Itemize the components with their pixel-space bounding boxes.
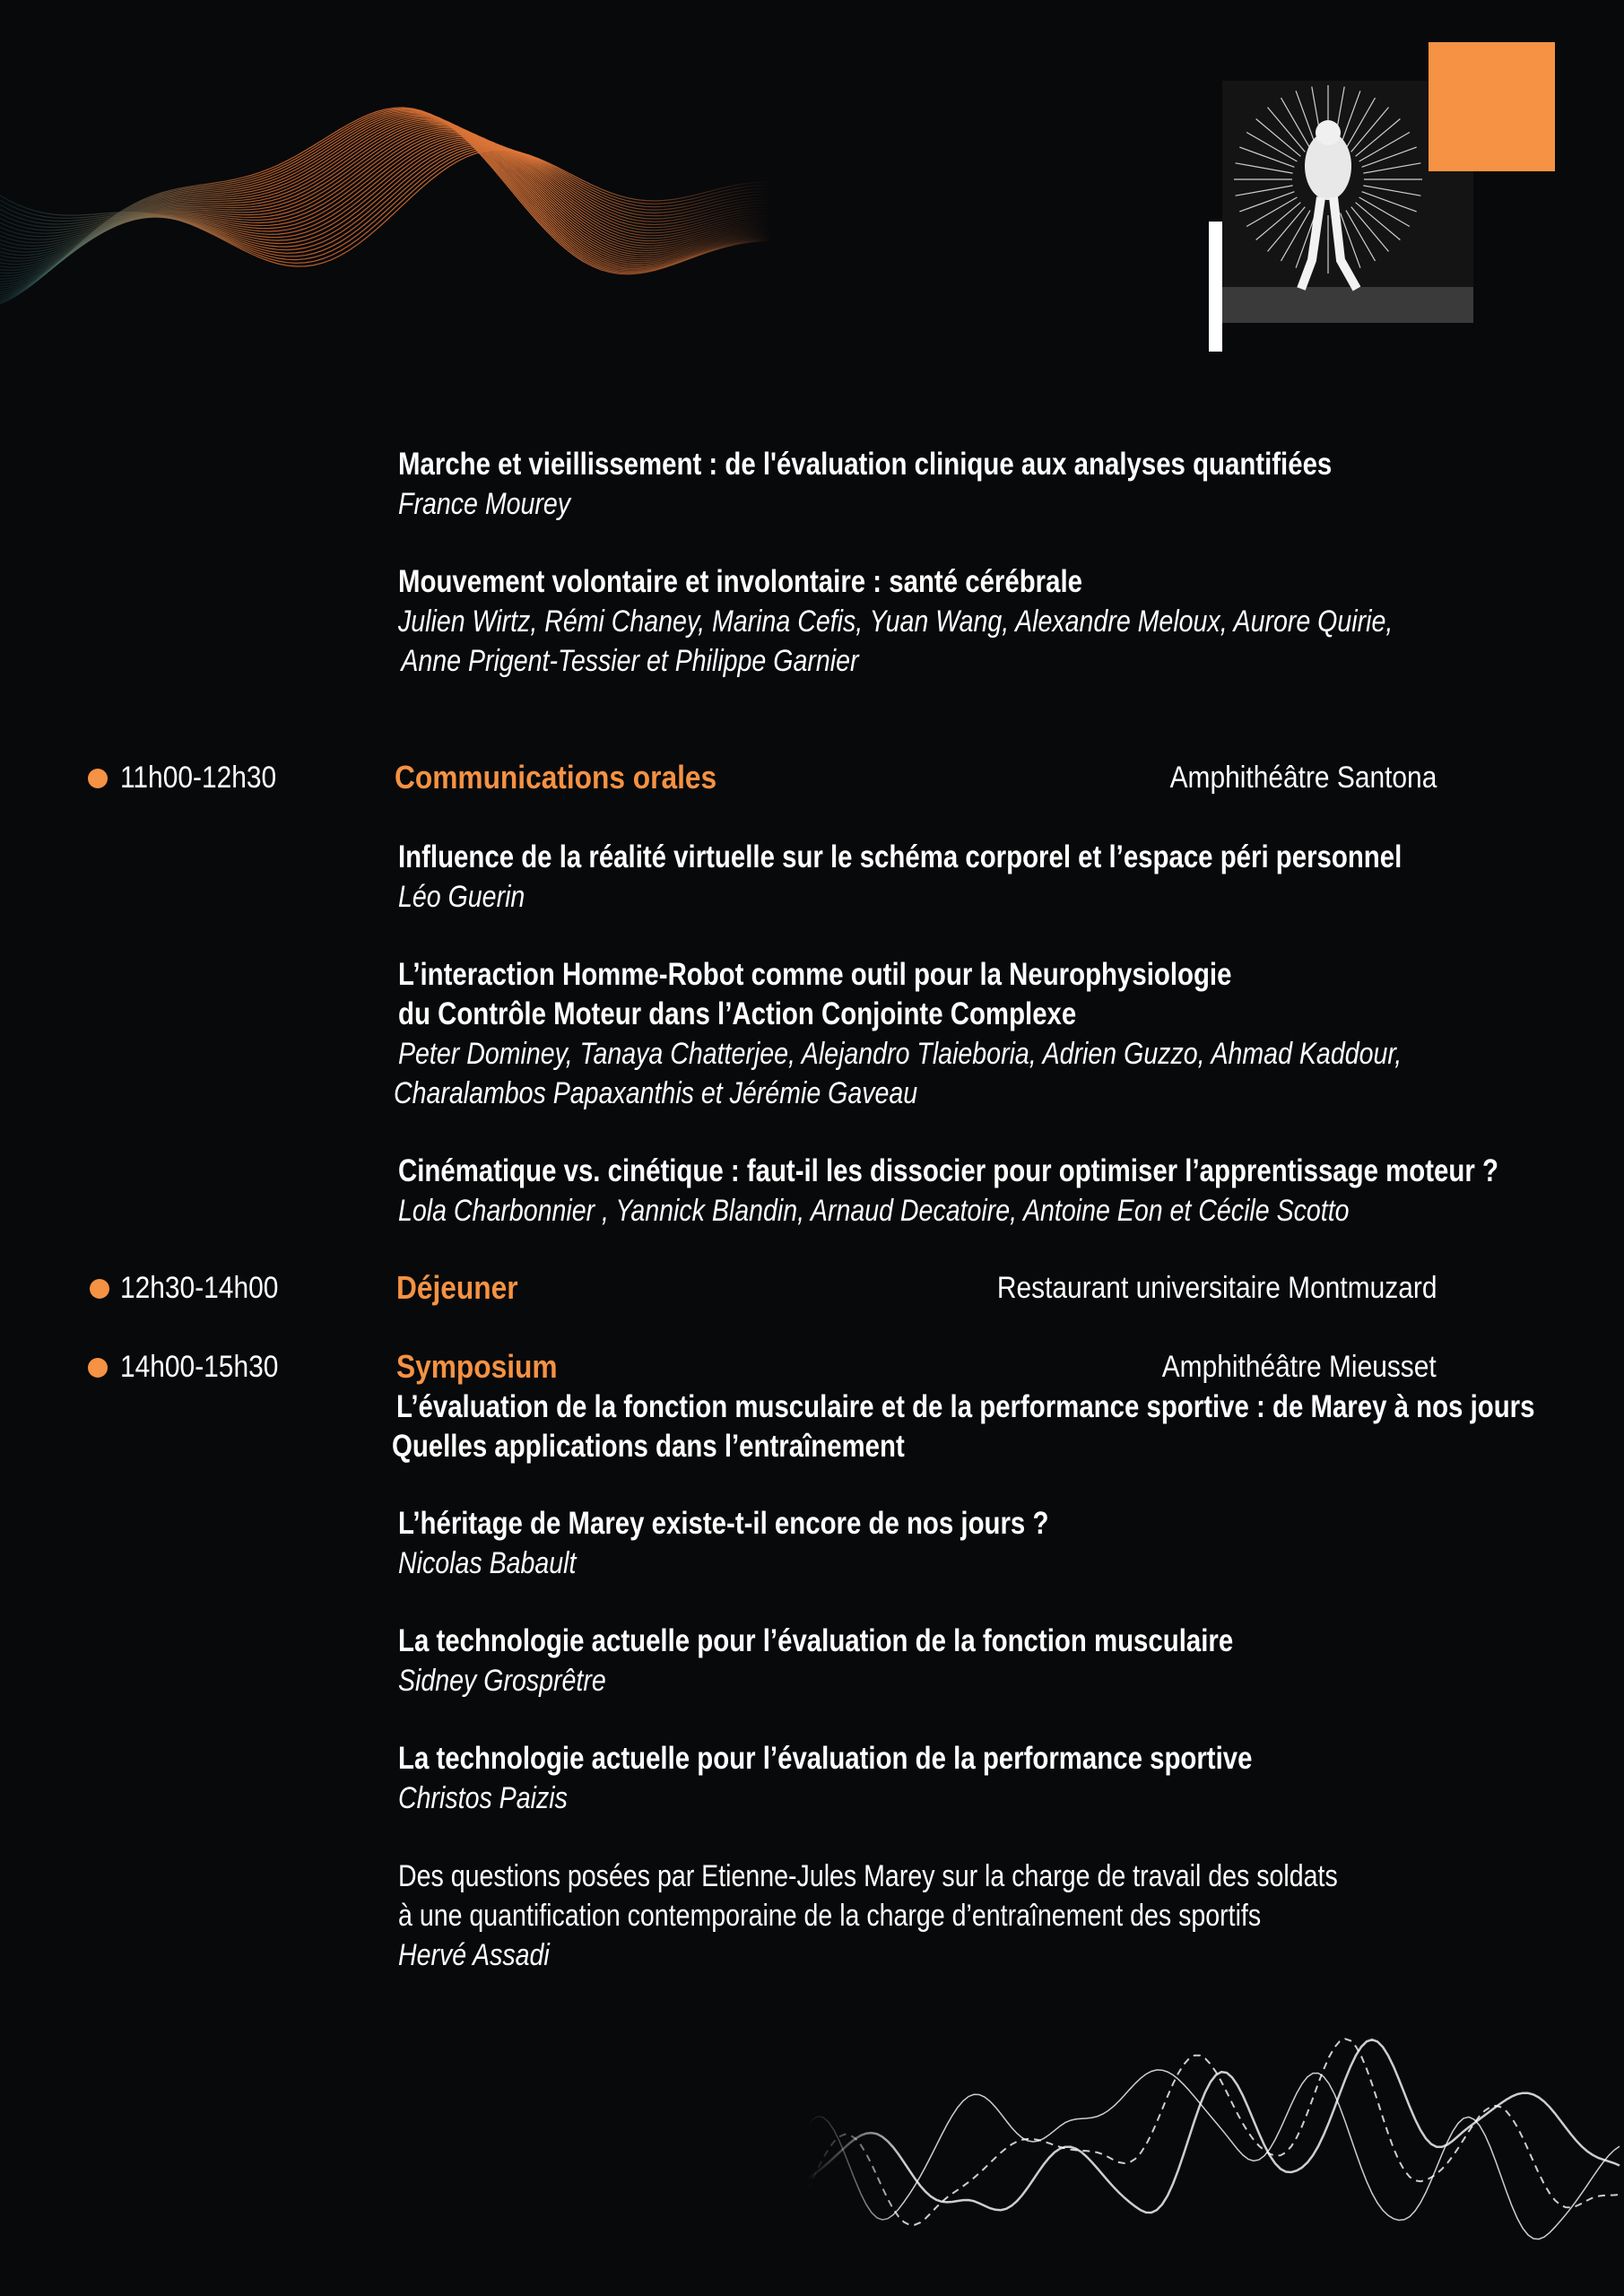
intro-talk-1 [398, 445, 1332, 524]
wave-line [0, 143, 771, 248]
symposium-talk-4 [398, 1857, 1338, 1975]
session-1-talk-3 [398, 1152, 1498, 1231]
symposium-talk-3 [398, 1739, 1252, 1818]
symposium-subtitle [391, 1387, 1535, 1466]
signal-curves-decoration [807, 2036, 1624, 2296]
talk-title: Marche et vieillissement : de l'évaluation clinique aux analyses quantifiées [398, 447, 1333, 482]
talk-title: La technologie actuelle pour l’évaluation de la performance sportive [398, 1741, 1253, 1776]
wave-line [0, 150, 771, 266]
signal-curve [807, 2039, 1620, 2224]
talk-title: Des questions posées par Etienne-Jules Marey sur la charge de travail des soldats [398, 1859, 1338, 1893]
talk-authors: Sidney Grosprêtre [398, 1664, 606, 1698]
session-time: 14h00-15h30 [120, 1350, 279, 1384]
talk-authors: Christos Paizis [398, 1781, 568, 1815]
symposium-subtitle-line: Quelles applications dans l’entraînement [391, 1429, 905, 1464]
wave-line [0, 144, 771, 253]
session-bullet [90, 1279, 109, 1299]
wave-line [0, 123, 771, 276]
talk-authors: Anne Prigent-Tessier et Philippe Garnier [401, 644, 859, 678]
talk-authors: Charalambos Papaxanthis et Jérémie Gaveau [393, 1076, 918, 1110]
intro-talk-2 [398, 562, 1393, 681]
talk-authors: Julien Wirtz, Rémi Chaney, Marina Cefis, Yuan Wang, Alexandre Meloux, Aurore Quirie, [398, 604, 1394, 639]
session-1-talk-2 [393, 955, 1403, 1113]
wave-line [0, 138, 771, 243]
orange-wave-decoration [0, 54, 771, 341]
signal-curve [807, 2039, 1620, 2213]
orange-square [1429, 42, 1555, 171]
chronophotograph-image [1202, 36, 1560, 368]
session-title: Déjeuner [396, 1269, 518, 1306]
session-1-talk-1 [398, 838, 1402, 917]
talk-authors: Nicolas Babault [398, 1546, 577, 1580]
talk-authors: Peter Dominey, Tanaya Chatterjee, Alejandro Tlaieboria, Adrien Guzzo, Ahmad Kaddour, [398, 1037, 1403, 1071]
symposium-talk-2 [398, 1622, 1233, 1700]
talk-title: du Contrôle Moteur dans l’Action Conjointe Complexe [398, 996, 1077, 1031]
session-location: Amphithéâtre Santona [1169, 761, 1437, 795]
talk-title: La technologie actuelle pour l’évaluation de la fonction musculaire [398, 1623, 1234, 1658]
session-bullet [88, 1358, 108, 1378]
wave-line [0, 116, 771, 289]
talk-title: Mouvement volontaire et involontaire : santé cérébrale [398, 564, 1082, 599]
session-location: Amphithéâtre Mieusset [1161, 1350, 1437, 1384]
wave-line [0, 144, 771, 250]
talk-authors: Lola Charbonnier , Yannick Blandin, Arnaud Decatoire, Antoine Eon et Cécile Scotto [398, 1194, 1350, 1228]
talk-title: L’héritage de Marey existe-t-il encore de nos jours ? [398, 1506, 1049, 1541]
talk-title: Influence de la réalité virtuelle sur le schéma corporel et l’espace péri personnel [398, 839, 1403, 874]
wave-line [0, 128, 771, 265]
wave-line [0, 136, 771, 246]
session-location: Restaurant universitaire Montmuzard [996, 1271, 1437, 1305]
wave-line [0, 110, 771, 300]
wave-line [0, 126, 771, 271]
symposium-talk-1 [398, 1504, 1048, 1583]
talk-title: Cinématique vs. cinétique : faut-il les dissocier pour optimiser l’apprentissage moteur ? [398, 1153, 1498, 1188]
wave-line [0, 124, 771, 274]
talk-authors: Hervé Assadi [398, 1938, 550, 1972]
talk-authors: Léo Guerin [398, 880, 525, 914]
symposium-subtitle-line: L’évaluation de la fonction musculaire et de la performance sportive : de Marey à nos jours [396, 1389, 1535, 1424]
talk-authors: France Mourey [398, 487, 571, 521]
wave-line [0, 129, 771, 261]
session-bullet [88, 769, 108, 788]
wave-line [0, 131, 771, 258]
talk-title: L’interaction Homme-Robot comme outil pour la Neurophysiologie [398, 957, 1232, 992]
talk-title: à une quantification contemporaine de la charge d’entraînement des sportifs [398, 1899, 1262, 1933]
white-bar [1209, 222, 1222, 352]
session-title: Symposium [396, 1348, 558, 1385]
session-time: 12h30-14h00 [120, 1271, 279, 1305]
session-title: Communications orales [395, 759, 717, 796]
session-time: 11h00-12h30 [120, 761, 277, 795]
